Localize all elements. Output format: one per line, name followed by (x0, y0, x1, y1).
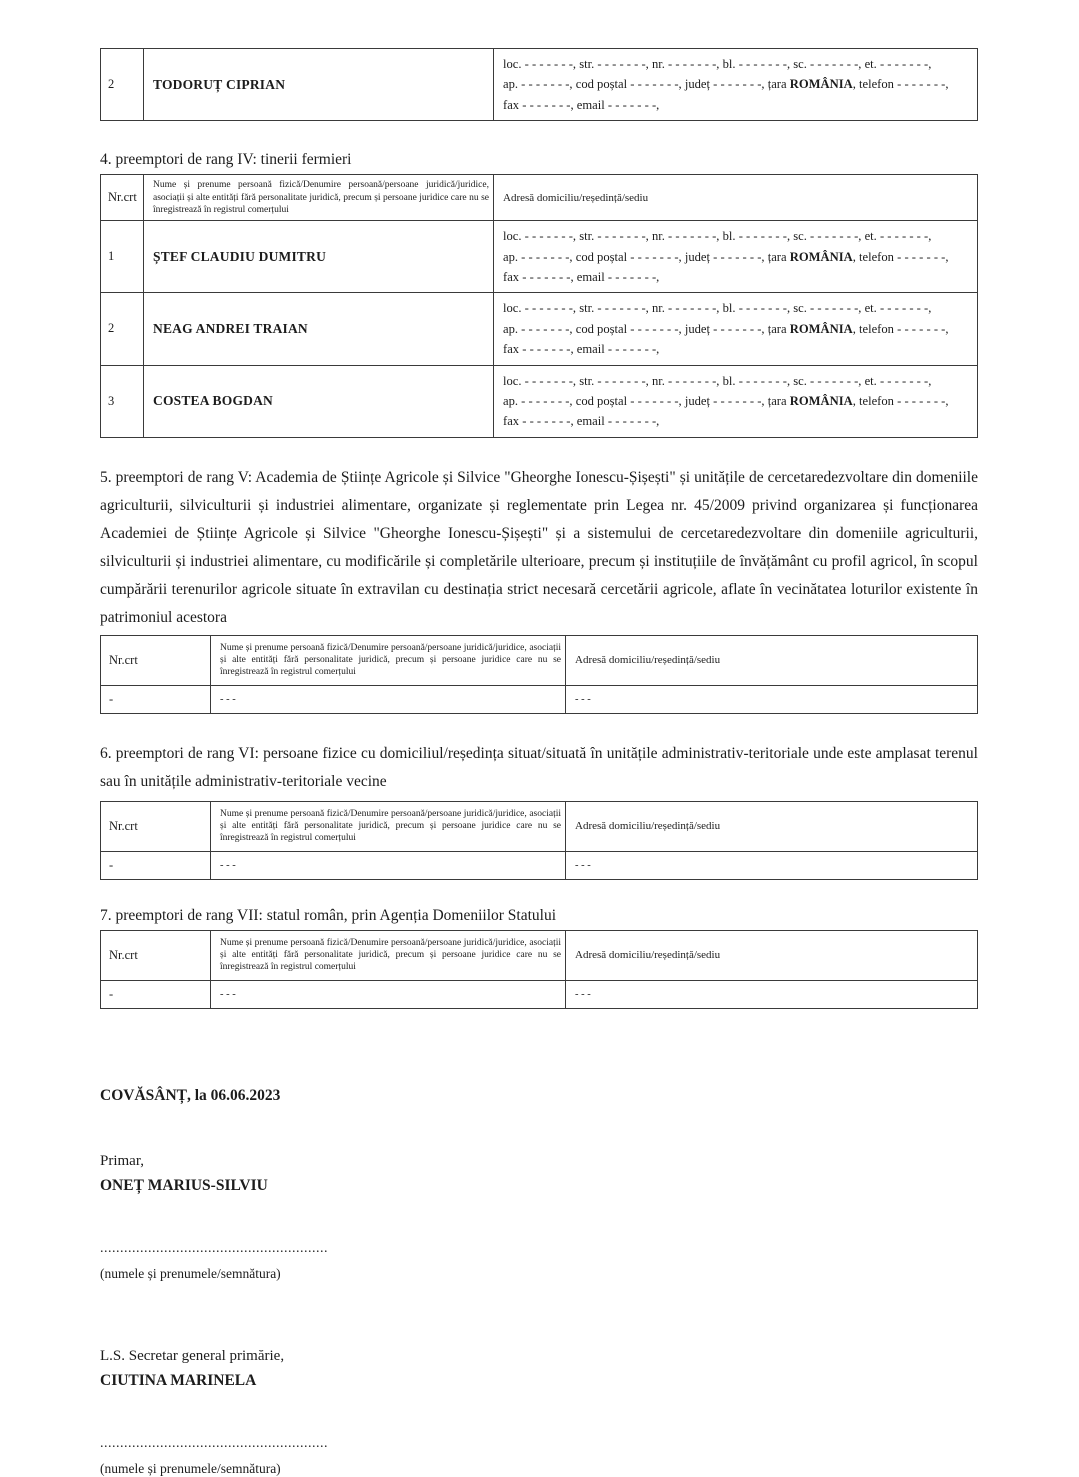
table-header-row (101, 175, 978, 221)
header-nr: Nr.crt (101, 635, 211, 685)
rang3-continuation-table (100, 48, 978, 121)
header-name: Nume și prenume persoană fizică/Denumire persoană/persoane juridică/juridice, asociații și alte entități fără personalitate juridică, precum și persoane juridice care nu se înregistrează în registrul comerțului (211, 930, 566, 980)
table-row (101, 221, 978, 293)
header-address: Adresă domiciliu/reședință/sediu (566, 635, 978, 685)
header-address: Adresă domiciliu/reședință/sediu (494, 175, 978, 221)
table-row (101, 365, 978, 437)
table-header-row (101, 635, 978, 685)
signature-line: ......................................................... (100, 1240, 328, 1256)
header-name: Nume și prenume persoană fizică/Denumire persoană/persoane juridică/juridice, asociații și alte entități fără personalitate juridică, precum și persoane juridice care nu se înregistrează în registrul comerțului (211, 635, 566, 685)
country-bold: ROMÂNIA (789, 321, 853, 336)
secretar-label: L.S. Secretar general primărie, (100, 1347, 285, 1364)
section6-title: 6. preemptori de rang VI: persoane fizice cu domiciliul/reședința situat/situată în unitățile administrativ-teritoriale unde este amplasat terenul sau în unitățile administrativ-teritoriale vecine (100, 744, 978, 790)
address-cell (494, 293, 978, 365)
person-name-cell: - - - (211, 980, 566, 1008)
signature-note: (numele și prenumele/semnătura) (100, 1265, 281, 1281)
table-header-row (101, 930, 978, 980)
address-placeholder: loc. - - - - - - -, str. - - - - - - -, nr. - - - - - - -, bl. - - - - - - -, sc. - - - - - - -, et. - - - - - - -, ap. - - - - - - -, cod poștal - - - - - - -, județ - - - - - - -, țara ROMÂNIA, telefon - - - - - - -, fax - - - - - - -, email - - - - - - -, (503, 301, 949, 357)
header-name: Nume și prenume persoană fizică/Denumire persoană/persoane juridică/juridice, asociații și alte entități fără personalitate juridică, precum și persoane juridice care nu se înregistrează în registrul comerțului (211, 801, 566, 851)
address-cell: - - - (566, 980, 978, 1008)
address-placeholder: loc. - - - - - - -, str. - - - - - - -, nr. - - - - - - -, bl. - - - - - - -, sc. - - - - - - -, et. - - - - - - -, ap. - - - - - - -, cod poștal - - - - - - -, județ - - - - - - -, țara ROMÂNIA, telefon - - - - - - -, fax - - - - - - -, email - - - - - - -, (503, 373, 949, 429)
row-number-cell: - (101, 851, 211, 879)
table-row (101, 685, 978, 713)
row-number-cell: 2 (101, 49, 144, 121)
section4-table (100, 174, 978, 438)
person-name-cell: ȘTEF CLAUDIU DUMITRU (144, 221, 494, 293)
person-name-cell: TODORUȚ CIPRIAN (144, 49, 494, 121)
country-bold: ROMÂNIA (789, 249, 853, 264)
primar-name: ONEȚ MARIUS-SILVIU (100, 1176, 268, 1194)
country-bold: ROMÂNIA (789, 393, 853, 408)
place-and-date: COVĂSÂNȚ, la 06.06.2023 (100, 1086, 281, 1104)
address-placeholder: loc. - - - - - - -, str. - - - - - - -, nr. - - - - - - -, bl. - - - - - - -, sc. - - - - - - -, et. - - - - - - -, ap. - - - - - - -, cod poștal - - - - - - -, județ - - - - - - -, țara ROMÂNIA, telefon - - - - - - -, fax - - - - - - -, email - - - - - - -, (503, 57, 949, 112)
secretar-name: CIUTINA MARINELA (100, 1371, 257, 1389)
row-number-cell: 1 (101, 221, 144, 293)
signature-block (100, 1087, 978, 1477)
signature-note: (numele și prenumele/semnătura) (100, 1460, 281, 1476)
section5-table (100, 635, 978, 714)
address-cell (494, 49, 978, 121)
signature-line: ......................................................... (100, 1435, 328, 1451)
country-bold: ROMÂNIA (789, 77, 853, 92)
section7-table (100, 930, 978, 1009)
header-nr: Nr.crt (101, 801, 211, 851)
address-placeholder: loc. - - - - - - -, str. - - - - - - -, nr. - - - - - - -, bl. - - - - - - -, sc. - - - - - - -, et. - - - - - - -, ap. - - - - - - -, cod poștal - - - - - - -, județ - - - - - - -, țara ROMÂNIA, telefon - - - - - - -, fax - - - - - - -, email - - - - - - -, (503, 229, 949, 284)
header-address: Adresă domiciliu/reședință/sediu (566, 930, 978, 980)
table-row (101, 980, 978, 1008)
table-row (101, 851, 978, 879)
header-address: Adresă domiciliu/reședință/sediu (566, 801, 978, 851)
address-cell: - - - (566, 851, 978, 879)
row-number-cell: 2 (101, 293, 144, 365)
section6-table (100, 801, 978, 880)
table-header-row (101, 801, 978, 851)
header-name: Nume și prenume persoană fizică/Denumire persoană/persoane juridică/juridice, asociații și alte entități fără personalitate juridică, precum și persoane juridice care nu se înregistrează în registrul comerțului (144, 175, 494, 221)
address-cell (494, 221, 978, 293)
person-name-cell: NEAG ANDREI TRAIAN (144, 293, 494, 365)
person-name-cell: - - - (211, 685, 566, 713)
header-nr: Nr.crt (101, 175, 144, 221)
table-row (101, 49, 978, 121)
section4-title: 4. preemptori de rang IV: tinerii fermieri (100, 151, 352, 169)
section7-title: 7. preemptori de rang VII: statul român, prin Agenția Domeniilor Statului (100, 906, 557, 924)
row-number-cell: 3 (101, 365, 144, 437)
person-name-cell: COSTEA BOGDAN (144, 365, 494, 437)
address-cell (494, 365, 978, 437)
header-nr: Nr.crt (101, 930, 211, 980)
row-number-cell: - (101, 685, 211, 713)
primar-label: Primar, (100, 1152, 144, 1169)
row-number-cell: - (101, 980, 211, 1008)
person-name-cell: - - - (211, 851, 566, 879)
address-cell: - - - (566, 685, 978, 713)
section5-paragraph: 5. preemptori de rang V: Academia de Științe Agricole și Silvice "Gheorghe Ionescu-Șișești" și unitățile de cercetaredezvoltare din domeniile agriculturii, silviculturii și industriei alimentare, organizate și reglementate prin Legea nr. 45/2009 privind organizarea și funcționarea Academiei de Științe Agricole și Silvice "Gheorghe Ionescu-Șișești" și a sistemului de cercetaredezvoltare din domeniile agriculturii, silviculturii și industriei alimentare, cu modificările și completările ulterioare, precum și instituțiile de învățământ cu profil agricol, în scopul cumpărării terenurilor agricole situate în extravilan cu destinația strict necesară cercetării agricole, aflate în vecinătatea loturilor existente în patrimoniul acestora (100, 468, 978, 626)
table-row (101, 293, 978, 365)
